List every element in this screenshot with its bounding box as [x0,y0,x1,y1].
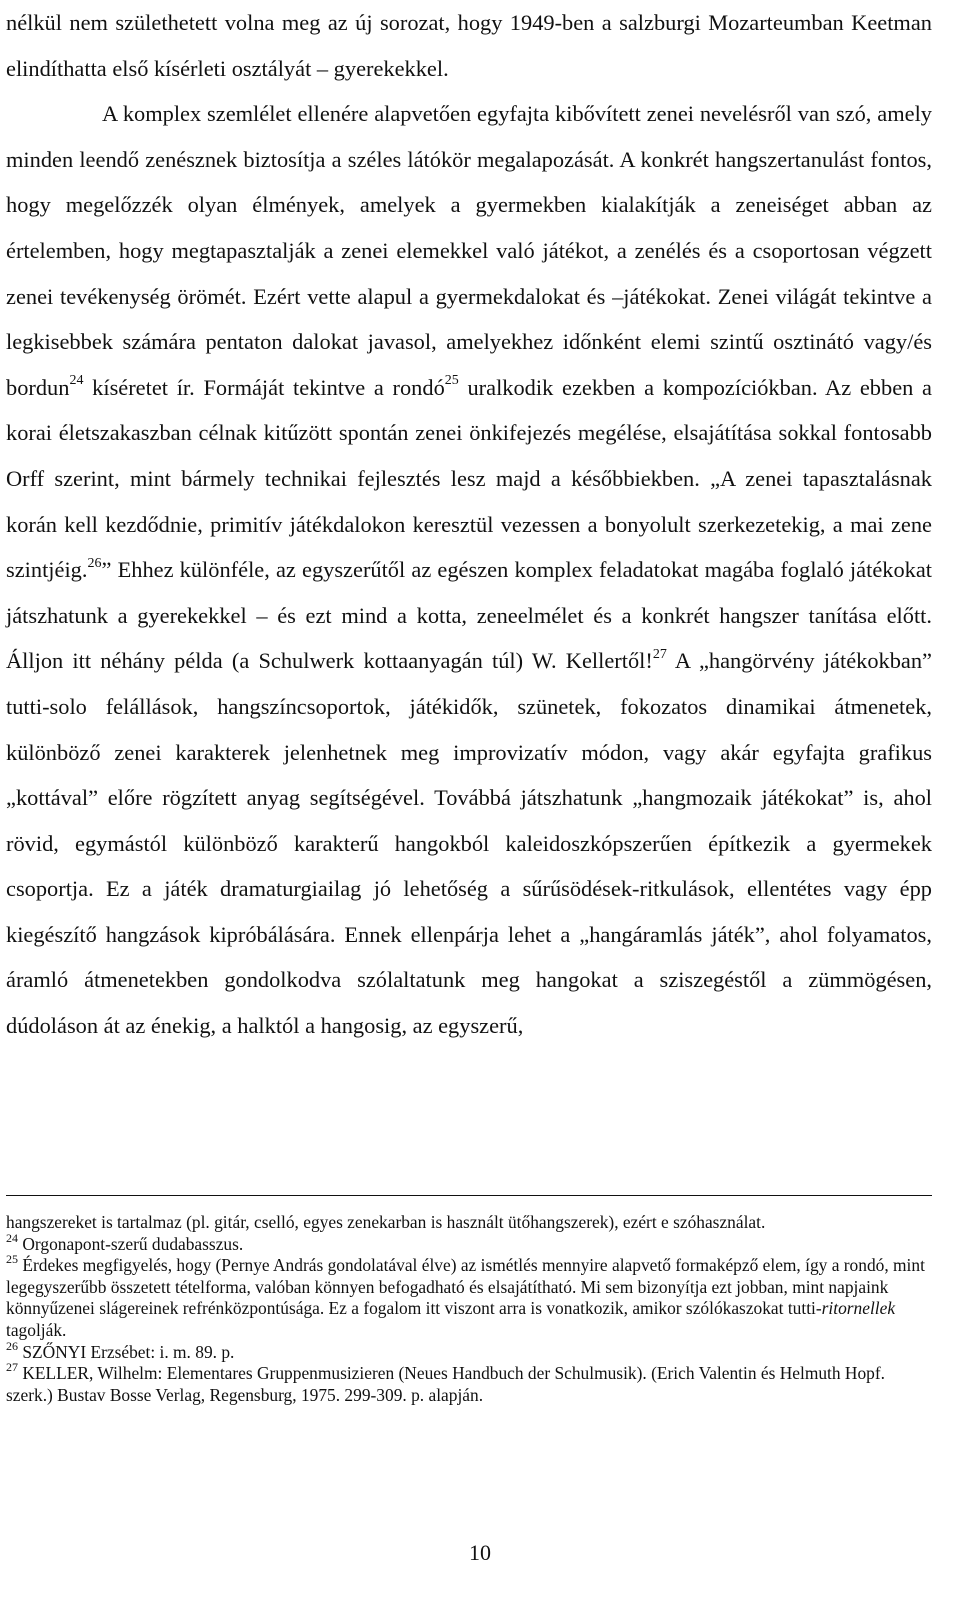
footnote-continued: hangszereket is tartalmaz (pl. gitár, cselló, egyes zenekarban is használt ütőhangszerek), ezért e szóhasználat. [6,1212,766,1232]
footnote-number-24: 24 [6,1230,18,1245]
footnote-text-27: KELLER, Wilhelm: Elementares Gruppenmusizieren (Neues Handbuch der Schulmusik). (Erich Valentin és Helmuth Hopf. szerk.) Bustav Bosse Verlag, Regensburg, 1975. 299-309. p. alapján. [6,1363,885,1405]
footnote-ref-25: 25 [444,373,459,389]
footnote-number-26: 26 [6,1338,18,1353]
footnotes-section [6,1212,932,1406]
page-number: 10 [469,1540,491,1565]
footnote-text-25-a: Érdekes megfigyelés, hogy (Pernye András gondolatával élve) az ismétlés mennyire alapvető formaképző elem, így a rondó, mint legegyszerűbb összetett tételforma, valóban könnyen befogadható és elsajátítható. Mi sem bizonyítja ezt jobban, mint napjaink könnyűzenei slágereinek refrénközpontúsága. Ez a fogalom itt viszont arra is vonatkozik, amikor szólókaszokat tutti- [6,1255,925,1319]
paragraph-2-part-a: A komplex szemlélet ellenére alapvetően egyfajta kibővített zenei nevelésről van szó, amely minden leendő zenésznek biztosítja a széles látókör megalapozását. A konkrét hangszertanulást fontos, hogy megelőzzék olyan élmények, amelyek a gyermekben kialakítják a zeneiséget abban az értelemben, hogy megtapasztalják a zenei elemekkel való játékot, a zenélés és a csoportosan végzett zenei tevékenység örömét. Ezért vette alapul a gyermekdalokat és –játékokat. Zenei világát tekintve a legkisebbek számára pentaton dalokat javasol, amelyekhez időnként elemi szintű osztinátó vagy/és bordun [6,101,932,400]
footnote-26 [6,1338,932,1364]
footnote-text-25-italic: ritornellek [821,1298,896,1319]
footnote-number-25: 25 [6,1252,18,1267]
footnote-number-27: 27 [6,1360,18,1375]
footnote-ref-26: 26 [87,555,102,571]
footnote-24 [6,1230,932,1256]
footnote-27 [6,1360,932,1406]
footnote-25 [6,1252,932,1341]
footnote-ref-27: 27 [652,646,667,662]
paragraph-2-part-e: A „hangörvény játékokban” tutti-solo felállások, hangszíncsoportok, játékidők, szünetek, fokozatos dinamikai átmenetek, különböző zenei karakterek jelenhetnek meg improvizatív módon, vagy akár egyfajta grafikus „kottával” előre rögzített anyag segítségével. Továbbá játszhatunk „hangmozaik játékokat” is, ahol rövid, egymástól különböző karakterű hangokból kaleidoszkópszerűen építkezik a gyermekek csoportja. Ez a játék dramaturgiailag jó lehetőség a sűrűsödések-ritkulások, ellentétes vagy épp kiegészítő hangzások kipróbálására. Ennek ellenpárja lehet a „hangáramlás játék”, ahol folyamatos, áramló átmenetekben gondolkodva szólaltatunk meg hangokat a sziszegéstől a zümmögésen, dúdoláson át az énekig, a halktól a hangosig, az egyszerű, [6,648,932,1039]
main-body-text [6,0,932,1049]
footnote-separator [6,1195,932,1196]
paragraph-2 [6,91,932,1048]
footnote-text-26: SZŐNYI Erzsébet: i. m. 89. p. [18,1341,235,1362]
footnote-text-24: Orgonapont-szerű dudabasszus. [18,1233,244,1254]
footnote-text-25-b: tagolják. [6,1319,67,1340]
paragraph-2-part-b: kíséretet ír. Formáját tekintve a rondó [83,374,445,400]
paragraph-2-part-d: ” Ehhez különféle, az egyszerűtől az egészen komplex feladatokat magába foglaló játékokat játszhatunk a gyerekekkel – és ezt mind a kotta, zeneelmélet és a konkrét hangszer tanítása előtt. Álljon itt néhány példa (a Schulwerk kottaanyagán túl) W. Kellertől! [6,557,932,674]
footnote-ref-24: 24 [69,373,84,389]
paragraph-1: nélkül nem születhetett volna meg az új sorozat, hogy 1949-ben a salzburgi Mozarteumban Keetman elindíthatta első kísérleti osztályát – gyerekekkel. [6,10,932,81]
paragraph-2-part-c: uralkodik ezekben a kompozíciókban. Az ebben a korai életszakaszban célnak kitűzött spontán zenei önkifejezés megélése, elsajátítása sokkal fontosabb Orff szerint, mint bármely technikai fejlesztés lesz majd a későbbiekben. „A zenei tapasztalásnak korán kell kezdődnie, primitív játékdalokon keresztül vezessen a bonyolult szerkezetekig, a mai zene szintjéig. [6,374,932,583]
